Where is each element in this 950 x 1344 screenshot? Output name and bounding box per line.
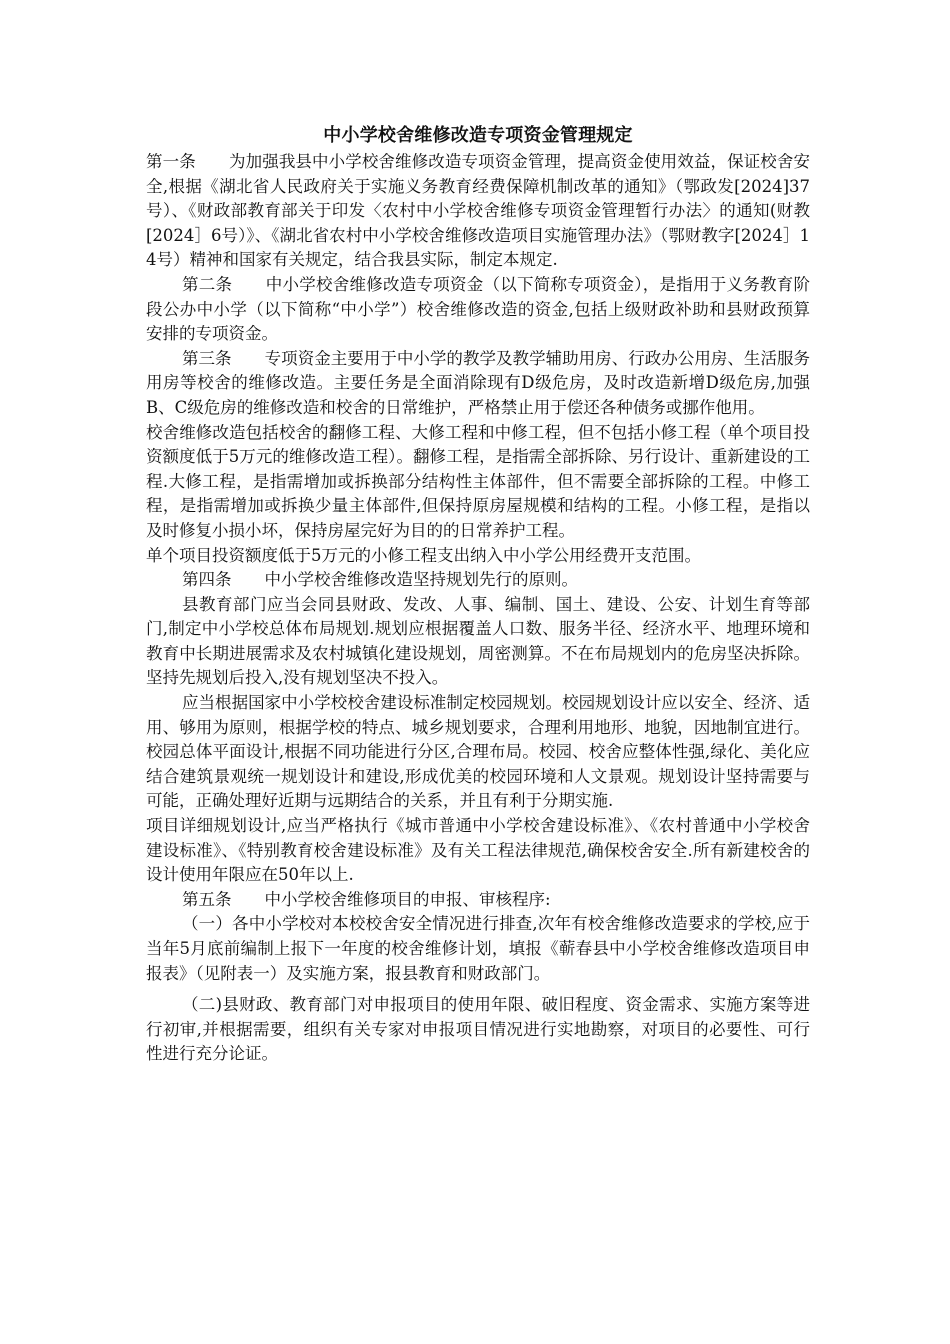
article-4: 第四条 中小学校舍维修改造坚持规划先行的原则。	[182, 570, 578, 590]
document-title: 中小学校舍维修改造专项资金管理规定	[323, 125, 633, 146]
article-1: 第一条 为加强我县中小学校舍维修改造专项资金管理，提高资金使用效益，保证校舍安全,根据《湖北省人民政府关于实施义务教育经费保障机制改革的通知》（鄂政发[2024]37号）、《财政部教育部关于印发〈农村中小学校舍维修专项资金管理暂行办法〉的通知(财教[2024］6号）》、《湖北省农村中小学校舍维修改造项目实施管理办法》（鄂财教字[2024］14号）精神和国家有关规定，结合我县实际，制定本规定.	[146, 152, 810, 270]
article-4-detailed-design: 项目详细规划设计,应当严格执行《城市普通中小学校舍建设标准》、《农村普通中小学校舍建设标准》、《特别教育校舍建设标准》及有关工程法律规范,确保校舍安全.所有新建校舍的设计使用年限应在50年以上.	[146, 816, 810, 885]
article-3: 第三条 专项资金主要用于中小学的教学及教学辅助用房、行政办公用房、生活服务用房等校舍的维修改造。主要任务是全面消除现有D级危房，及时改造新增D级危房,加强B、C级危房的维修改造和校舍的日常维护，严格禁止用于偿还各种债务或挪作他用。	[146, 348, 810, 417]
article-4-layout-plan: 县教育部门应当会同县财政、发改、人事、编制、国土、建设、公安、计划生育等部门,制定中小学校总体布局规划.规划应根据覆盖人口数、服务半径、经济水平、地理环境和教育中长期进展需求及农村城镇化建设规划，周密测算。不在布局规划内的危房坚决拆除。坚持先规划后投入,没有规划坚决不投入。	[146, 594, 810, 688]
article-3-scope: 校舍维修改造包括校舍的翻修工程、大修工程和中修工程，但不包括小修工程（单个项目投资额度低于5万元的维修改造工程）。翻修工程，是指需全部拆除、另行设计、重新建设的工程.大修工程，是指需增加或拆换部分结构性主体部件，但不需要全部拆除的工程。中修工程，是指需增加或拆换少量主体部件,但保持原房屋规模和结构的工程。小修工程，是指以及时修复小损小坏，保持房屋完好为目的的日常养护工程。	[146, 422, 810, 540]
article-5: 第五条 中小学校舍维修项目的申报、审核程序:	[182, 889, 551, 909]
article-4-campus-plan: 应当根据国家中小学校校舍建设标准制定校园规划。校园规划设计应以安全、经济、适用、够用为原则，根据学校的特点、城乡规划要求，合理利用地形、地貌，因地制宜进行。校园总体平面设计,根据不同功能进行分区,合理布局。校园、校舍应整体性强,绿化、美化应结合建筑景观统一规划设计和建设,形成优美的校园环境和人文景观。规划设计坚持需要与可能，正确处理好近期与远期结合的关系，并且有利于分期实施.	[146, 693, 810, 811]
document-body	[146, 122, 810, 1067]
article-5-item-2: （二)县财政、教育部门对申报项目的使用年限、破旧程度、资金需求、实施方案等进行初审,并根据需要，组织有关专家对申报项目情况进行实地勘察，对项目的必要性、可行性进行充分论证。	[146, 995, 810, 1064]
article-5-item-1: （一）各中小学校对本校校舍安全情况进行排查,次年有校舍维修改造要求的学校,应于当年5月底前编制上报下一年度的校舍维修计划，填报《蕲春县中小学校舍维修改造项目申报表》（见附表一）及实施方案，报县教育和财政部门。	[146, 914, 810, 983]
article-3-small-repair: 单个项目投资额度低于5万元的小修工程支出纳入中小学公用经费开支范围。	[146, 545, 701, 565]
article-2: 第二条 中小学校舍维修改造专项资金（以下简称专项资金），是指用于义务教育阶段公办中小学（以下简称“中小学”）校舍维修改造的资金,包括上级财政补助和县财政预算安排的专项资金。	[146, 274, 810, 344]
paragraph-gap	[146, 986, 810, 993]
